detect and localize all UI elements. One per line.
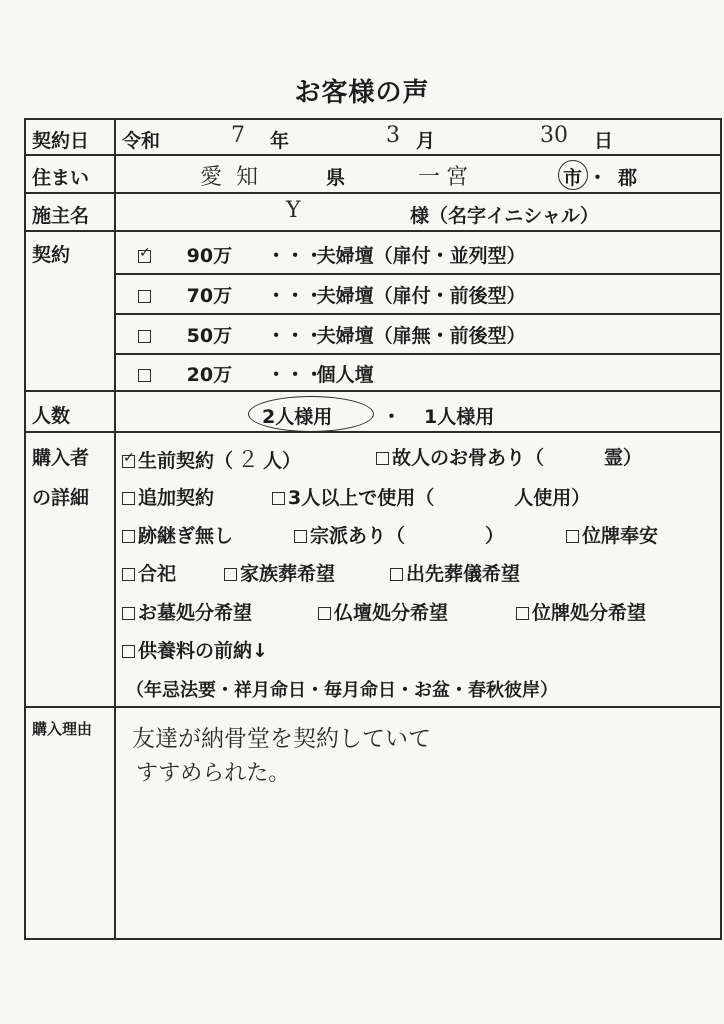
buyer-row: 3人以上で使用（ 人使用） (272, 483, 590, 510)
contract-date-label: 契約日 (32, 130, 90, 152)
checkbox-ihai-enshrine[interactable] (566, 530, 579, 543)
buyer-row: ✓生前契約（ ２ 人） (122, 443, 301, 474)
checkbox-90-checked[interactable] (138, 250, 151, 263)
month-unit: 月 (416, 130, 436, 152)
buyer-label-line2: の詳細 (32, 487, 90, 509)
people-option-2[interactable]: 2人様用 (262, 406, 333, 428)
page-title: お客様の声 (294, 78, 430, 108)
survey-form (24, 118, 722, 940)
people-label: 人数 (32, 405, 71, 427)
contract-day: 30 (540, 123, 568, 148)
buyer-row: 故人のお骨あり（ 霊） (376, 443, 642, 470)
checkbox-joint-burial[interactable] (122, 568, 135, 581)
buyer-row: 仏壇処分希望 (318, 598, 448, 625)
client-initial: Y (286, 198, 301, 223)
address-separator: ・ (588, 167, 608, 189)
contract-option: ✓ 90万 ・・・夫婦壇（扉付・並列型） (138, 241, 526, 268)
day-unit: 日 (594, 130, 614, 152)
checkbox-ihai-disposal[interactable] (516, 607, 529, 620)
buyer-row: 位牌処分希望 (516, 598, 646, 625)
checkbox-family-funeral[interactable] (224, 568, 237, 581)
buyer-row: 合祀 (122, 559, 176, 586)
address-prefecture: 愛知 (200, 165, 273, 190)
reason-label: 購入理由 (32, 720, 93, 738)
contract-month: 3 (386, 123, 400, 148)
memorial-note: （年忌法要・祥月命日・毎月命日・お盆・春秋彼岸） (126, 680, 558, 701)
checkbox-70[interactable] (138, 290, 151, 303)
checkbox-no-successor[interactable] (122, 530, 135, 543)
buyer-row: 出先葬儀希望 (390, 559, 520, 586)
checkbox-pre-contract-checked[interactable] (122, 455, 135, 468)
address-city: 一宮 (418, 165, 475, 190)
county-unit: 郡 (618, 167, 638, 189)
checkbox-grave-disposal[interactable] (122, 607, 135, 620)
checkbox-deceased-ashes[interactable] (376, 452, 389, 465)
reason-line-2: すすめられた。 (136, 761, 291, 786)
client-suffix: 様（名字イニシャル） (410, 205, 599, 227)
people-separator: ・ (382, 406, 402, 428)
people-option-1[interactable]: 1人様用 (424, 406, 495, 428)
buyer-row: 追加契約 (122, 483, 214, 510)
pre-contract-count: ２ (237, 448, 260, 473)
contract-label: 契約 (32, 244, 71, 266)
checkbox-prepayment[interactable] (122, 645, 135, 658)
prefecture-unit: 県 (326, 167, 346, 189)
buyer-row: 位牌奉安 (566, 521, 658, 548)
contract-option: 70万 ・・・夫婦壇（扉付・前後型） (138, 281, 526, 308)
contract-option: 50万 ・・・夫婦壇（扉無・前後型） (138, 321, 526, 348)
city-unit: 市 (563, 167, 583, 189)
checkbox-altar-disposal[interactable] (318, 607, 331, 620)
buyer-row: お墓処分希望 (122, 598, 252, 625)
contract-option: 20万 ・・・個人壇 (138, 360, 374, 387)
reason-line-1: 友達が納骨堂を契約していて (132, 726, 431, 752)
buyer-row: 宗派あり（ ） (294, 521, 504, 548)
buyer-row: 供養料の前納↓ (122, 636, 268, 663)
client-name-label: 施主名 (32, 205, 90, 227)
checkbox-additional-contract[interactable] (122, 492, 135, 505)
era-label: 令和 (122, 130, 161, 152)
buyer-label-line1: 購入者 (32, 447, 90, 469)
buyer-row: 家族葬希望 (224, 559, 335, 586)
checkbox-50[interactable] (138, 330, 151, 343)
buyer-row: 跡継ぎ無し (122, 521, 233, 548)
contract-year: 7 (231, 123, 245, 148)
checkbox-20[interactable] (138, 369, 151, 382)
checkbox-sect[interactable] (294, 530, 307, 543)
checkbox-three-or-more[interactable] (272, 492, 285, 505)
address-label: 住まい (32, 167, 90, 189)
year-unit: 年 (270, 130, 290, 152)
checkbox-outside-funeral[interactable] (390, 568, 403, 581)
